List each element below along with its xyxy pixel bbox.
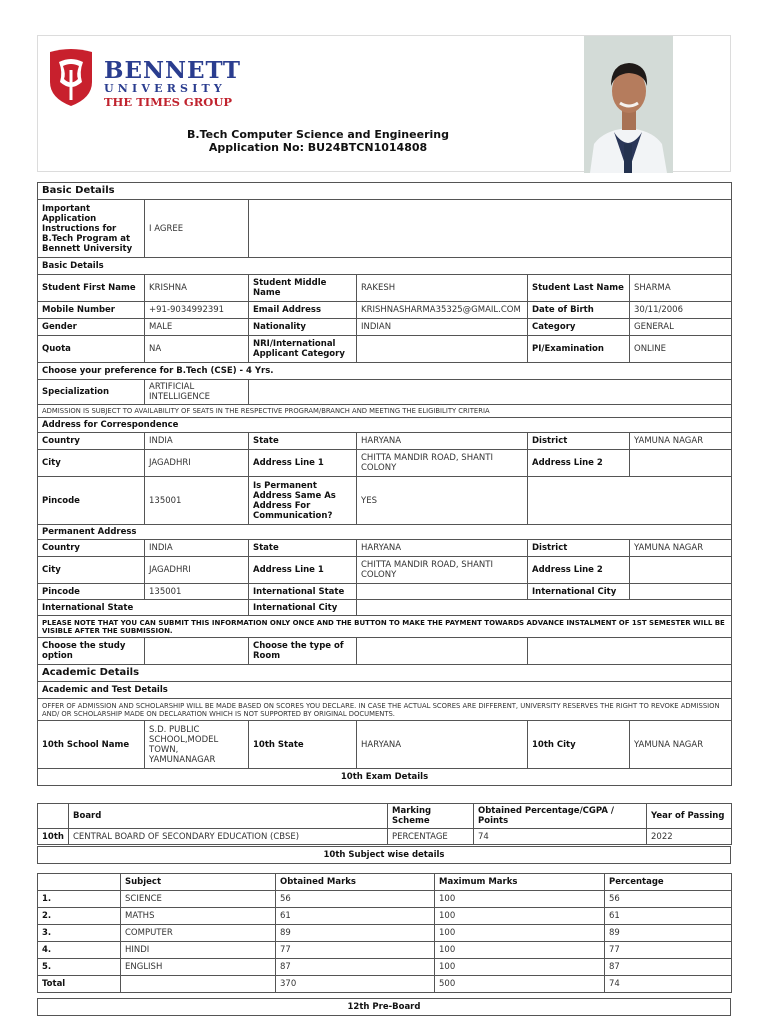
application-header — [37, 35, 731, 172]
first-name-value: KRISHNA — [145, 275, 249, 302]
corr-city-label: City — [38, 450, 145, 477]
payment-note: PLEASE NOTE THAT YOU CAN SUBMIT THIS INFORMATION ONLY ONCE AND THE BUTTON TO MAKE THE PAYMENT TOWARDS ADVANCE INSTALMENT OF 1ST SEMESTER WILL BE VISIBLE AFTER THE SUBMISSION. — [38, 616, 732, 638]
preboard-title: 12th Pre-Board — [38, 999, 731, 1016]
corr-pincode-value: 135001 — [145, 477, 249, 525]
first-name-label: Student First Name — [38, 275, 145, 302]
room-type-value — [357, 638, 528, 665]
exam10-year: 2022 — [647, 829, 732, 845]
exam10-scheme: PERCENTAGE — [388, 829, 474, 845]
nationality-label: Nationality — [249, 319, 357, 336]
total-row — [38, 976, 732, 993]
subject-percentage: 56 — [605, 891, 732, 908]
intl-state-value — [357, 584, 528, 600]
perm-addr1-value: CHITTA MANDIR ROAD, SHANTI COLONY — [357, 557, 528, 584]
empty-cell — [528, 477, 732, 525]
perm-pincode-label: Pincode — [38, 584, 145, 600]
program-title: B.Tech Computer Science and Engineering — [187, 128, 449, 141]
offer-note: OFFER OF ADMISSION AND SCHOLARSHIP WILL BE MADE BASED ON SCORES YOU DECLARE. IN CASE THE ACTUAL SCORES ARE DIFFERENT, UNIVERSITY RESERVES THE RIGHT TO REVOKE ADMISSION AND/ OR SCHOLARSHIP MADE ON DECLARATION WHICH IS NOT SUPPORTED BY ORIGINAL DOCUMENTS. — [38, 699, 732, 721]
exam10-level: 10th — [38, 829, 69, 845]
perm-addr1-label: Address Line 1 — [249, 557, 357, 584]
school-city-label: 10th City — [528, 721, 630, 769]
perm-country-label: Country — [38, 540, 145, 557]
corr-addr1-value: CHITTA MANDIR ROAD, SHANTI COLONY — [357, 450, 528, 477]
perm-state-label: State — [249, 540, 357, 557]
intl-city-label: International City — [528, 584, 630, 600]
correspondence-title: Address for Correspondence — [38, 418, 732, 433]
study-option-label: Choose the study option — [38, 638, 145, 665]
exam-label: PI/Examination — [528, 336, 630, 363]
specialization-label: Specialization — [38, 380, 145, 405]
logo-text — [104, 57, 241, 109]
study-option-value — [145, 638, 249, 665]
subject-percentage: 77 — [605, 942, 732, 959]
table-row — [38, 959, 732, 976]
subject-maximum: 100 — [435, 908, 605, 925]
table-row — [38, 829, 732, 845]
basic-details-subtitle: Basic Details — [38, 258, 732, 275]
subject-maximum: 100 — [435, 891, 605, 908]
intl-city-value — [630, 584, 732, 600]
admission-note: ADMISSION IS SUBJECT TO AVAILABILITY OF SEATS IN THE RESPECTIVE PROGRAM/BRANCH AND MEETING THE ELIGIBILITY CRITERIA — [38, 405, 732, 418]
corr-district-label: District — [528, 433, 630, 450]
corr-addr2-label: Address Line 2 — [528, 450, 630, 477]
exam10-header-year: Year of Passing — [647, 804, 732, 829]
gender-value: MALE — [145, 319, 249, 336]
subject-name: COMPUTER — [121, 925, 276, 942]
email-label: Email Address — [249, 302, 357, 319]
corr-district-value: YAMUNA NAGAR — [630, 433, 732, 450]
total-maximum: 500 — [435, 976, 605, 993]
total-label: Total — [38, 976, 121, 993]
basic-details-title: Basic Details — [38, 183, 732, 200]
exam10-header-board: Board — [69, 804, 388, 829]
mobile-value: +91-9034992391 — [145, 302, 249, 319]
email-value: KRISHNASHARMA35325@GMAIL.COM — [357, 302, 528, 319]
subject-index: 1. — [38, 891, 121, 908]
subject-index: 5. — [38, 959, 121, 976]
student-photo-image — [584, 36, 673, 173]
nri-label: NRI/International Applicant Category — [249, 336, 357, 363]
last-name-value: SHARMA — [630, 275, 732, 302]
school-city-value: YAMUNA NAGAR — [630, 721, 732, 769]
subjects10-title-table — [37, 846, 731, 864]
nri-value — [357, 336, 528, 363]
subject-name: SCIENCE — [121, 891, 276, 908]
subject-percentage: 61 — [605, 908, 732, 925]
empty-cell — [249, 380, 732, 405]
details-table — [37, 182, 732, 786]
logo-times-group: THE TIMES GROUP — [104, 95, 233, 109]
perm-city-label: City — [38, 557, 145, 584]
corr-pincode-label: Pincode — [38, 477, 145, 525]
category-value: GENERAL — [630, 319, 732, 336]
subject-percentage: 87 — [605, 959, 732, 976]
exam10-header — [38, 804, 69, 829]
exam-details-title: 10th Exam Details — [38, 769, 732, 786]
dob-value: 30/11/2006 — [630, 302, 732, 319]
school-state-value: HARYANA — [357, 721, 528, 769]
intl-state-row-label: International State — [38, 600, 249, 616]
perm-district-label: District — [528, 540, 630, 557]
intl-state-label: International State — [249, 584, 357, 600]
subject-name: HINDI — [121, 942, 276, 959]
perm-addr2-value — [630, 557, 732, 584]
empty-cell — [528, 638, 732, 665]
subject-index: 4. — [38, 942, 121, 959]
dob-label: Date of Birth — [528, 302, 630, 319]
subject-percentage: 89 — [605, 925, 732, 942]
quota-value: NA — [145, 336, 249, 363]
nationality-value: INDIAN — [357, 319, 528, 336]
subjects10-header-obtained: Obtained Marks — [276, 874, 435, 891]
perm-city-value: JAGADHRI — [145, 557, 249, 584]
preboard-table — [37, 998, 731, 1016]
table-row — [38, 891, 732, 908]
intl-city-row-label: International City — [249, 600, 357, 616]
academic-test-title: Academic and Test Details — [38, 682, 732, 699]
room-type-label: Choose the type of Room — [249, 638, 357, 665]
subjects10-table — [37, 873, 732, 993]
corr-country-value: INDIA — [145, 433, 249, 450]
subject-name: MATHS — [121, 908, 276, 925]
subject-obtained: 87 — [276, 959, 435, 976]
empty-cell — [249, 200, 732, 258]
corr-addr2-value — [630, 450, 732, 477]
mobile-label: Mobile Number — [38, 302, 145, 319]
table-row — [38, 942, 732, 959]
category-label: Category — [528, 319, 630, 336]
empty-cell — [357, 600, 732, 616]
academic-details-title: Academic Details — [38, 665, 732, 682]
exam10-header-percentage: Obtained Percentage/CGPA / Points — [474, 804, 647, 829]
subject-maximum: 100 — [435, 942, 605, 959]
student-photo — [584, 36, 673, 173]
perm-country-value: INDIA — [145, 540, 249, 557]
total-percentage: 74 — [605, 976, 732, 993]
middle-name-label: Student Middle Name — [249, 275, 357, 302]
preference-title: Choose your preference for B.Tech (CSE) - 4 Yrs. — [38, 363, 732, 380]
instructions-label: Important Application Instructions for B.Tech Program at Bennett University — [38, 200, 145, 258]
same-address-value: YES — [357, 477, 528, 525]
gender-label: Gender — [38, 319, 145, 336]
subject-maximum: 100 — [435, 925, 605, 942]
subject-index: 3. — [38, 925, 121, 942]
subject-maximum: 100 — [435, 959, 605, 976]
subject-obtained: 56 — [276, 891, 435, 908]
perm-district-value: YAMUNA NAGAR — [630, 540, 732, 557]
total-obtained: 370 — [276, 976, 435, 993]
application-number: Application No: BU24BTCN1014808 — [208, 141, 428, 154]
corr-state-value: HARYANA — [357, 433, 528, 450]
school-state-label: 10th State — [249, 721, 357, 769]
university-crest-icon — [46, 48, 96, 108]
corr-addr1-label: Address Line 1 — [249, 450, 357, 477]
middle-name-value: RAKESH — [357, 275, 528, 302]
perm-state-value: HARYANA — [357, 540, 528, 557]
school-name-value: S.D. PUBLIC SCHOOL,MODEL TOWN, YAMUNANAGAR — [145, 721, 249, 769]
subject-index: 2. — [38, 908, 121, 925]
corr-country-label: Country — [38, 433, 145, 450]
table-row — [38, 908, 732, 925]
subjects10-header-subject: Subject — [121, 874, 276, 891]
subjects10-header-percentage: Percentage — [605, 874, 732, 891]
bennett-logo — [46, 46, 241, 109]
specialization-value: ARTIFICIAL INTELLIGENCE — [145, 380, 249, 405]
subjects10-header — [38, 874, 121, 891]
school-name-label: 10th School Name — [38, 721, 145, 769]
subject-obtained: 77 — [276, 942, 435, 959]
subject-obtained: 61 — [276, 908, 435, 925]
permanent-title: Permanent Address — [38, 525, 732, 540]
last-name-label: Student Last Name — [528, 275, 630, 302]
exam10-board: CENTRAL BOARD OF SECONDARY EDUCATION (CBSE) — [69, 829, 388, 845]
quota-label: Quota — [38, 336, 145, 363]
perm-addr2-label: Address Line 2 — [528, 557, 630, 584]
exam10-percentage: 74 — [474, 829, 647, 845]
table-row — [38, 925, 732, 942]
page-title — [38, 128, 598, 154]
exam10-header-scheme: Marking Scheme — [388, 804, 474, 829]
logo-bennett: BENNETT — [104, 57, 241, 84]
exam10-table — [37, 803, 732, 845]
logo-university: UNIVERSITY — [104, 82, 226, 95]
corr-city-value: JAGADHRI — [145, 450, 249, 477]
subjects10-header-maximum: Maximum Marks — [435, 874, 605, 891]
instructions-value: I AGREE — [145, 200, 249, 258]
same-address-label: Is Permanent Address Same As Address For Communication? — [249, 477, 357, 525]
perm-pincode-value: 135001 — [145, 584, 249, 600]
subject-obtained: 89 — [276, 925, 435, 942]
corr-state-label: State — [249, 433, 357, 450]
subject-name: ENGLISH — [121, 959, 276, 976]
total-subject — [121, 976, 276, 993]
subjects10-title: 10th Subject wise details — [38, 847, 731, 864]
exam-value: ONLINE — [630, 336, 732, 363]
